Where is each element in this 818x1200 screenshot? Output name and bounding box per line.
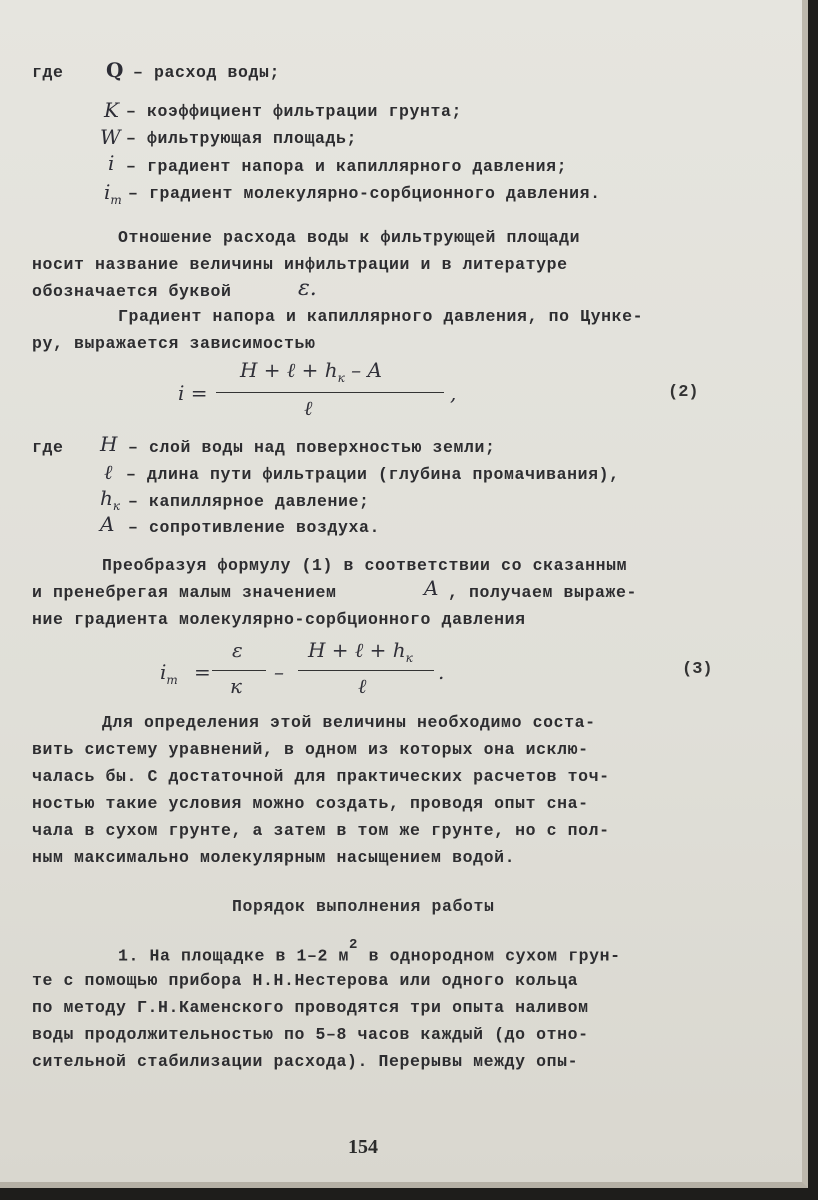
paragraph-5-line-1b: в однородном сухом грун- [358, 946, 621, 966]
formula-3-equals: = [194, 660, 211, 684]
symbol-hk: $h_к$ [100, 486, 121, 513]
paragraph-2-line-2: ру, выражается зависимостью [32, 334, 316, 353]
paragraph-4-line-6: ным максимально молекулярным насыщением водой. [32, 848, 516, 867]
formula-2-numerator: H + ℓ + $h_к$ – A [240, 358, 382, 385]
formula-2-fraction-line [216, 392, 444, 393]
formula-3-frac2-denominator: ℓ [358, 674, 367, 698]
symbol-A-inline: A [424, 576, 439, 600]
paragraph-4-line-1: Для определения этой величины необходимо соста- [102, 713, 596, 732]
symbol-l: ℓ [104, 460, 113, 484]
symbol-K: K [104, 98, 119, 122]
paragraph-4-line-5: чала в сухом грунте, а затем в том же грунте, но с пол- [32, 821, 610, 840]
superscript-2: 2 [349, 937, 359, 953]
definition-i: – градиент напора и капиллярного давления; [126, 157, 568, 176]
symbol-W: W [100, 125, 121, 149]
paragraph-3-line-2a: и пренебрегая малым значением [32, 583, 337, 602]
where-label-1: где [32, 63, 64, 82]
epsilon-symbol: ε. [298, 276, 317, 301]
paragraph-2-line-1: Градиент напора и капиллярного давления, по Цунке- [118, 307, 644, 326]
paragraph-3-line-3: ние градиента молекулярно-сорбционного давления [32, 610, 526, 629]
symbol-i-m: $i_m$ [104, 180, 122, 207]
paragraph-4-line-4: ностью такие условия можно создать, проводя опыт сна- [32, 794, 589, 813]
formula-3-frac1-denominator: к [230, 674, 242, 698]
definition-Q: – расход воды; [133, 63, 281, 82]
symbol-H: H [100, 432, 118, 456]
paragraph-3-line-1: Преобразуя формулу (1) в соответствии со сказанным [102, 556, 628, 575]
definition-A: – сопротивление воздуха. [128, 518, 381, 537]
formula-3-minus: – [274, 660, 284, 684]
formula-2-lhs: i = [178, 381, 208, 405]
definition-l: – длина пути фильтрации (глубина промачивания), [126, 465, 620, 484]
formula-3-period: . [438, 660, 445, 684]
paragraph-5-line-4: воды продолжительностью по 5–8 часов каждый (до отно- [32, 1025, 589, 1044]
definition-K: – коэффициент фильтрации грунта; [126, 102, 463, 121]
paragraph-1-line-3: обозначается буквой [32, 282, 232, 301]
formula-3-frac1-numerator: ε [232, 638, 243, 662]
paragraph-5-line-2: те с помощью прибора Н.Н.Нестерова или одного кольца [32, 971, 579, 990]
formula-3-frac2-line [298, 670, 434, 671]
section-heading: Порядок выполнения работы [232, 897, 495, 916]
page-number: 154 [348, 1136, 378, 1158]
paragraph-3-line-2b: , получаем выраже- [448, 583, 638, 602]
paragraph-5-line-3: по методу Г.Н.Каменского проводятся три опыта наливом [32, 998, 589, 1017]
definition-i-m: – градиент молекулярно-сорбционного давления. [128, 184, 601, 203]
paragraph-5-line-5: сительной стабилизации расхода). Перерывы между опы- [32, 1052, 579, 1071]
symbol-Q: Q [106, 58, 124, 82]
symbol-i: i [108, 151, 115, 175]
equation-number-3: (3) [682, 660, 713, 679]
paragraph-1-line-2: носит название величины инфильтрации и в литературе [32, 255, 568, 274]
paragraph-1-line-1: Отношение расхода воды к фильтрующей площади [118, 228, 581, 247]
formula-2-comma: , [450, 381, 457, 405]
formula-3-frac2-numerator: H + ℓ + $h_к$ [308, 638, 413, 665]
definition-H: – слой воды над поверхностью земли; [128, 438, 496, 457]
formula-3-frac1-line [212, 670, 266, 671]
paragraph-5-line-1 [118, 937, 621, 966]
formula-3-lhs: $i_m$ [160, 660, 178, 687]
where-label-2: где [32, 438, 64, 457]
paragraph-4-line-2: вить систему уравнений, в одном из которых она исклю- [32, 740, 589, 759]
symbol-A: A [100, 512, 115, 536]
paragraph-5-line-1a: 1. На площадке в 1–2 м [118, 946, 350, 966]
definition-W: – фильтрующая площадь; [126, 129, 358, 148]
formula-2-denominator: ℓ [304, 396, 313, 420]
equation-number-2: (2) [668, 383, 699, 402]
paragraph-4-line-3: чалась бы. С достаточной для практических расчетов точ- [32, 767, 610, 786]
definition-hk: – капиллярное давление; [128, 492, 370, 511]
